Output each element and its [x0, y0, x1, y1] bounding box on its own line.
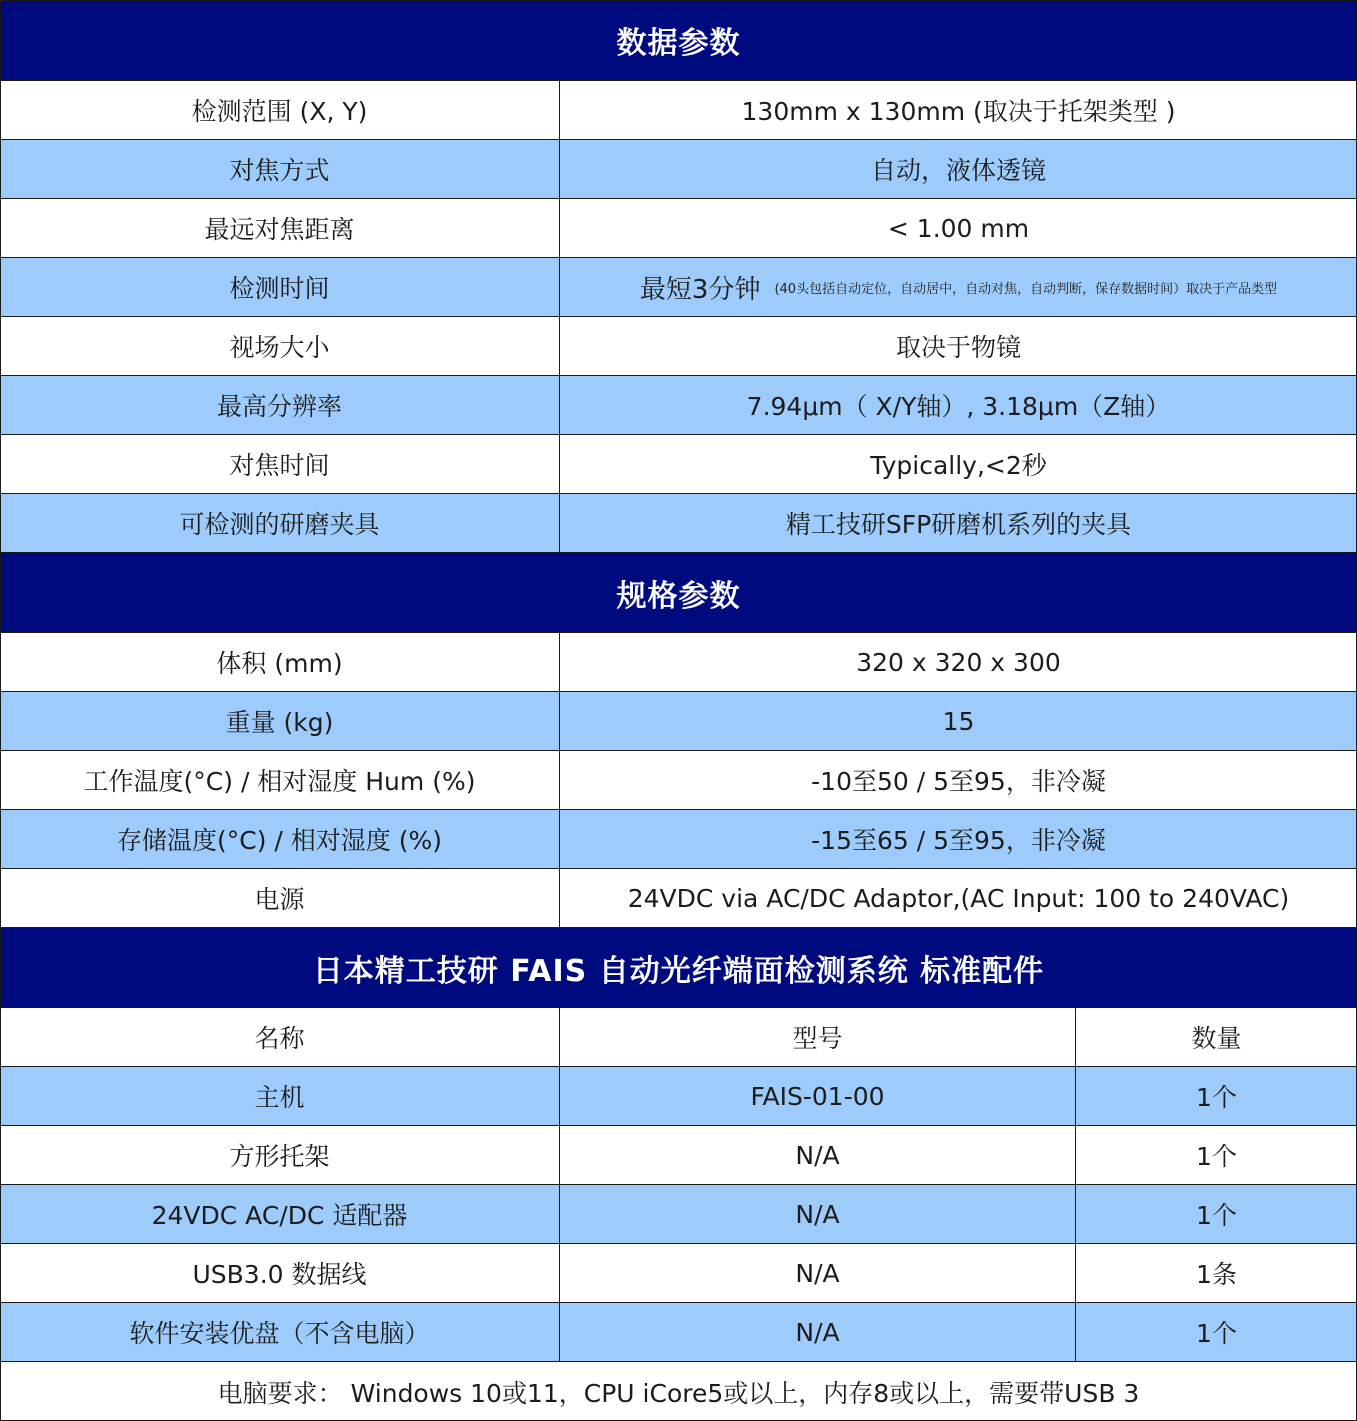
table-row: [0, 1303, 1357, 1362]
data-section-header: 数据参数: [0, 0, 1357, 81]
accessory-model: N/A: [560, 1185, 1076, 1243]
table-row: [0, 1067, 1357, 1126]
column-header-model: 型号: [560, 1008, 1076, 1066]
column-header-qty: 数量: [1191, 1024, 1242, 1053]
accessory-qty: 1个: [1196, 1201, 1237, 1230]
accessory-name: 方形托架: [0, 1126, 560, 1184]
row-value: 15: [942, 706, 975, 736]
row-label: 体积 (mm): [0, 633, 560, 691]
table-row: [0, 494, 1357, 553]
accessory-name: 软件安装优盘（不含电脑）: [0, 1303, 560, 1361]
table-row: [0, 81, 1357, 140]
row-value: 24VDC via AC/DC Adaptor,(AC Input: 100 to 240VAC): [627, 883, 1290, 913]
table-row: [0, 258, 1357, 317]
row-label: 对焦时间: [0, 435, 560, 493]
table-row: [0, 633, 1357, 692]
detection-time-note: (40头包括自动定位，自动居中，自动对焦，自动判断，保存数据时间）取决于产品类型: [774, 281, 1278, 297]
accessory-model: N/A: [560, 1303, 1076, 1361]
table-row: [0, 376, 1357, 435]
row-value: -10至50 / 5至95，非冷凝: [811, 767, 1106, 796]
row-label: 对焦方式: [0, 140, 560, 198]
table-row: [0, 1244, 1357, 1303]
table-row: [0, 317, 1357, 376]
table-row: [0, 199, 1357, 258]
accessory-qty: 1个: [1196, 1319, 1237, 1348]
row-value: 7.94μm（ X/Y轴）, 3.18μm（Z轴）: [746, 392, 1171, 421]
detection-time-value: 最短3分钟: [639, 274, 761, 305]
row-label: 重量 (kg): [0, 692, 560, 750]
table-row: [0, 810, 1357, 869]
table-row: [0, 140, 1357, 199]
row-label: 检测范围 (X, Y): [0, 81, 560, 139]
accessory-name: 24VDC AC/DC 适配器: [0, 1185, 560, 1243]
accessory-name: USB3.0 数据线: [0, 1244, 560, 1302]
table-row: [0, 692, 1357, 751]
row-value: 130mm x 130mm (取决于托架类型 ): [741, 97, 1176, 126]
row-label: 视场大小: [0, 317, 560, 375]
accessory-qty: 1条: [1196, 1260, 1237, 1289]
row-label: 可检测的研磨夹具: [0, 494, 560, 552]
table-row: [0, 751, 1357, 810]
accessory-qty: 1个: [1196, 1142, 1237, 1171]
row-value: < 1.00 mm: [887, 213, 1030, 243]
table-row: [0, 1185, 1357, 1244]
row-label: 检测时间: [0, 258, 560, 316]
accessory-header-row: [0, 1008, 1357, 1067]
accessory-model: FAIS-01-00: [560, 1067, 1076, 1125]
row-value: 自动，液体透镜: [870, 156, 1046, 185]
table-row: [0, 869, 1357, 928]
row-value: 精工技研SFP研磨机系列的夹具: [785, 510, 1132, 539]
footer-row: [0, 1362, 1357, 1421]
spec-section-header: 规格参数: [0, 553, 1357, 633]
row-label: 存储温度(°C) / 相对湿度 (%): [0, 810, 560, 868]
table-row: [0, 435, 1357, 494]
row-value: [560, 258, 1357, 316]
row-label: 工作温度(°C) / 相对湿度 Hum (%): [0, 751, 560, 809]
row-value: Typically,<2秒: [870, 451, 1047, 480]
table-row: [0, 1126, 1357, 1185]
row-value: -15至65 / 5至95，非冷凝: [811, 826, 1106, 855]
accessory-model: N/A: [560, 1126, 1076, 1184]
row-label: 电源: [0, 869, 560, 927]
accessory-model: N/A: [560, 1244, 1076, 1302]
column-header-name: 名称: [0, 1008, 560, 1066]
row-label: 最高分辨率: [0, 376, 560, 434]
pc-requirements: 电脑要求： Windows 10或11，CPU iCore5或以上，内存8或以上，需要带USB 3: [217, 1378, 1140, 1408]
accessory-section-header: 日本精工技研 FAIS 自动光纤端面检测系统 标准配件: [0, 928, 1357, 1008]
row-value: 320 x 320 x 300: [856, 647, 1061, 677]
accessory-qty: 1个: [1196, 1083, 1237, 1112]
accessory-name: 主机: [0, 1067, 560, 1125]
row-value: 取决于物镜: [895, 333, 1021, 362]
row-label: 最远对焦距离: [0, 199, 560, 257]
